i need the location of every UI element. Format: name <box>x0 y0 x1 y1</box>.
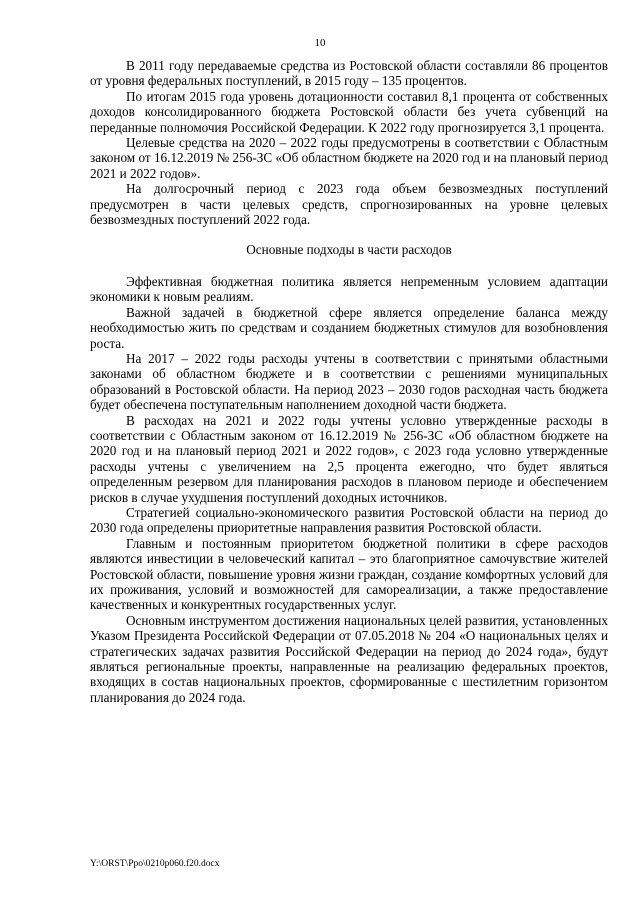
paragraph: На долгосрочный период с 2023 года объем безвозмездных поступлений предусмотрен в части целевых средств, спрогнозированных на уровне целевых безвозмездных поступлений 2022 года. <box>90 181 608 228</box>
section-heading: Основные подходы в части расходов <box>246 242 452 258</box>
paragraph: В расходах на 2021 и 2022 годы учтены условно утвержденные расходы в соответствии с Областным законом от 16.12.2019 № 256-ЗС «Об областном бюджете на 2020 год и на плановый период 2021 и 2022 годов», с 2023 года условно утвержденные расходы учтены с увеличением на 2,5 процента ежегодно, что будет являться определенным резервом для планирования расходов в плановом периоде и обеспечением рисков в случае ухудшения поступлений доходных источников. <box>90 412 608 505</box>
paragraph: Главным и постоянным приоритетом бюджетной политики в сфере расходов являются инвестиции в человеческий капитал – это благоприятное самочувствие жителей Ростовской области, повышение уровня жизни граждан, создание комфортных условий для их проживания, условий и возможностей для самореализации, а также предоставление качественных и конкурентных государственных услуг. <box>90 535 608 613</box>
page-number: 10 <box>314 37 326 49</box>
paragraph: Важной задачей в бюджетной сфере является определение баланса между необходимостью жить по средствам и созданием бюджетных стимулов для возобновления роста. <box>90 304 608 351</box>
paragraph: Основным инструментом достижения национальных целей развития, установленных Указом Президента Российской Федерации от 07.05.2018 № 204 «О национальных целях и стратегических задачах развития Российской Федерации на период до 2024 года», будут являться региональные проекты, направленные на реализацию федеральных проектов, входящих в состав национальных проектов, сформированные с шестилетним горизонтом планирования до 2024 года. <box>90 612 608 705</box>
paragraph: По итогам 2015 года уровень дотационности составил 8,1 процента от собственных доходов консолидированного бюджета Ростовской области без учета субвенций на переданные полномочия Российской Федерации. К 2022 году прогнозируется 3,1 процента. <box>90 88 608 135</box>
paragraph: В 2011 году передаваемые средства из Ростовской области составляли 86 процентов от уровня федеральных поступлений, в 2015 году – 135 процентов. <box>90 58 608 89</box>
document-body <box>90 58 608 705</box>
paragraph: Стратегией социально-экономического развития Ростовской области на период до 2030 года определены приоритетные направления развития Ростовской области. <box>90 504 608 536</box>
footer-file-path: Y:\ORST\Ppo\0210p060.f20.docx <box>90 859 220 869</box>
paragraph: На 2017 – 2022 годы расходы учтены в соответствии с принятыми областными законами об областном бюджете и в соответствии с решениями муниципальных образований в Ростовской области. На период 2023 – 2030 годов расходная часть бюджета будет обеспечена поступательным наполнением доходной части бюджета. <box>90 350 608 413</box>
paragraph: Целевые средства на 2020 – 2022 годы предусмотрены в соответствии с Областным законом от 16.12.2019 № 256-ЗС «Об областном бюджете на 2020 год и на плановый период 2021 и 2022 годов». <box>90 135 608 181</box>
paragraph: Эффективная бюджетная политика является непременным условием адаптации экономики к новым реалиям. <box>90 273 608 305</box>
